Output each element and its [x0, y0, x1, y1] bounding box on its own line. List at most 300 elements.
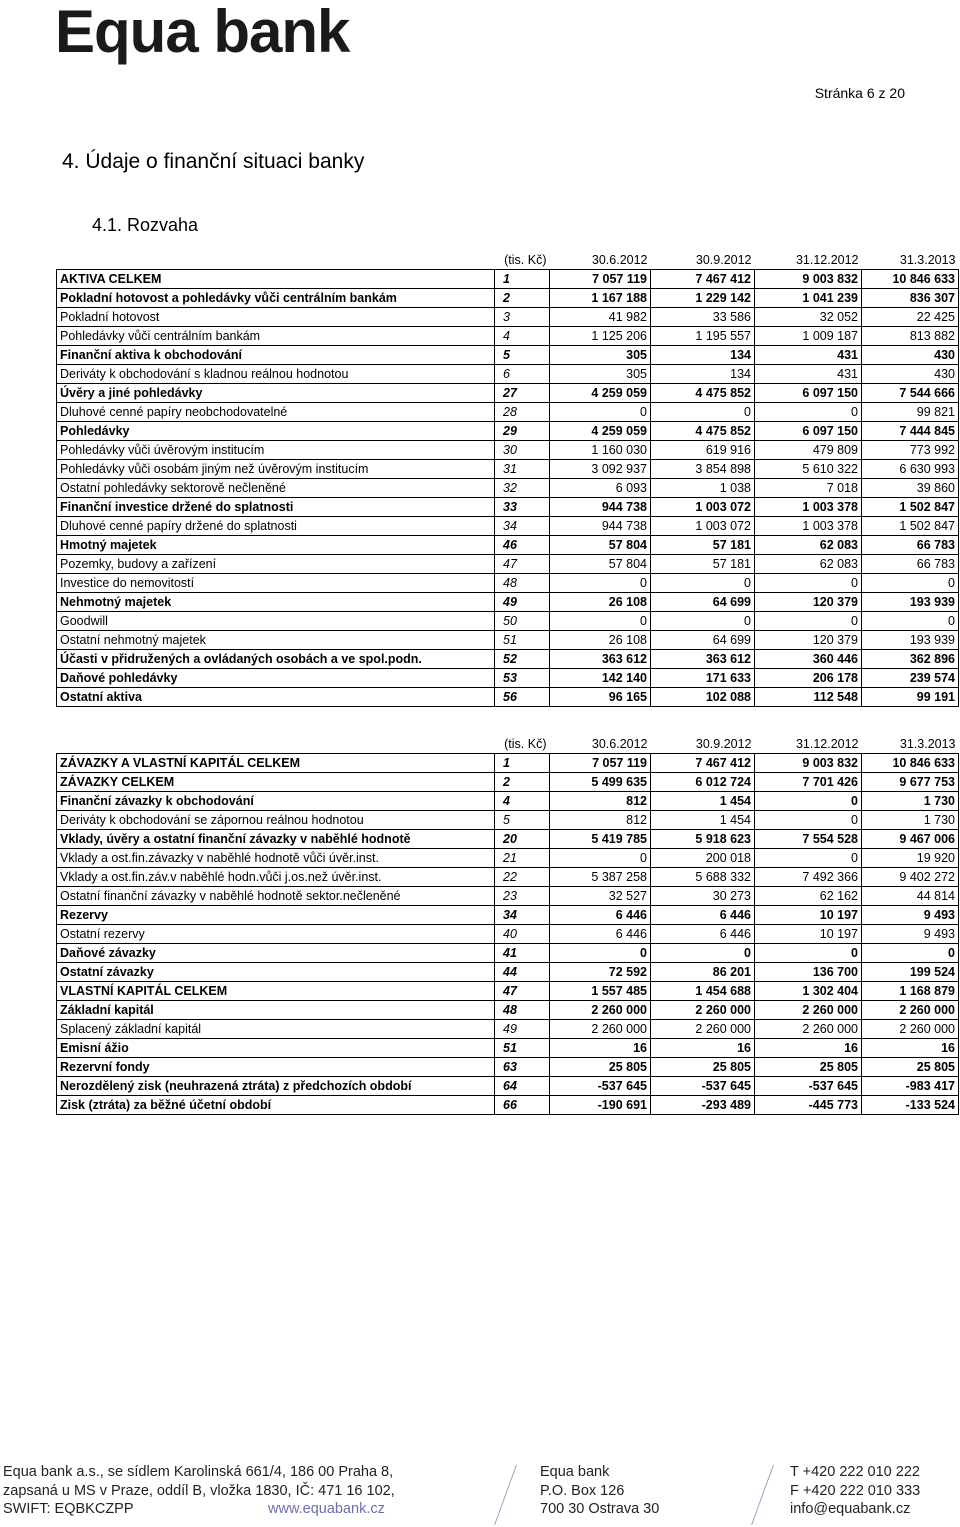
value-cell: 10 846 633 [862, 270, 959, 289]
table-row [57, 270, 959, 289]
value-cell: 6 630 993 [862, 460, 959, 479]
table-row [57, 289, 959, 308]
footer-line: 700 30 Ostrava 30 [540, 1501, 660, 1517]
value-cell: -537 645 [651, 1077, 755, 1096]
table-row [57, 887, 959, 906]
row-label: AKTIVA CELKEM [57, 270, 495, 289]
value-cell: 96 165 [550, 688, 651, 707]
row-label: Vklady a ost.fin.záv.v naběhlé hodn.vůči j.os.než úvěr.inst. [57, 868, 495, 887]
value-cell: 10 197 [755, 925, 862, 944]
value-cell: 836 307 [862, 289, 959, 308]
table-row [57, 1039, 959, 1058]
value-cell: 5 610 322 [755, 460, 862, 479]
row-label: ZÁVAZKY CELKEM [57, 773, 495, 792]
table-row [57, 536, 959, 555]
row-label: Nerozdělený zisk (neuhrazená ztráta) z předchozích období [57, 1077, 495, 1096]
value-cell: 6 097 150 [755, 422, 862, 441]
row-label: Zisk (ztráta) za běžné účetní období [57, 1096, 495, 1115]
assets-table [56, 251, 959, 707]
value-cell: 2 260 000 [651, 1001, 755, 1020]
row-code: 4 [495, 327, 550, 346]
value-cell: 99 191 [862, 688, 959, 707]
table-row [57, 830, 959, 849]
value-cell: 2 260 000 [755, 1001, 862, 1020]
unit-header: (tis. Kč) [504, 253, 547, 267]
value-cell: 0 [862, 574, 959, 593]
row-label: Emisní ážio [57, 1039, 495, 1058]
row-code: 64 [495, 1077, 550, 1096]
value-cell: 33 586 [651, 308, 755, 327]
value-cell: 9 003 832 [755, 754, 862, 773]
footer [0, 1463, 960, 1527]
row-code: 5 [495, 811, 550, 830]
value-cell: 0 [651, 403, 755, 422]
value-cell: -293 489 [651, 1096, 755, 1115]
svg-text:Equa bank: Equa bank [55, 0, 350, 65]
value-cell: 66 783 [862, 536, 959, 555]
value-cell: 200 018 [651, 849, 755, 868]
table-row [57, 1020, 959, 1039]
value-cell: -445 773 [755, 1096, 862, 1115]
table-row [57, 849, 959, 868]
value-cell: 62 083 [755, 536, 862, 555]
row-label: Hmotný majetek [57, 536, 495, 555]
period-header: 31.12.2012 [795, 737, 859, 751]
value-cell: 812 [550, 792, 651, 811]
value-cell: 7 492 366 [755, 868, 862, 887]
header-blank [57, 251, 495, 270]
row-code: 46 [495, 536, 550, 555]
value-cell: 479 809 [755, 441, 862, 460]
value-cell: 0 [862, 944, 959, 963]
table-row [57, 574, 959, 593]
row-label: Ostatní aktiva [57, 688, 495, 707]
value-cell: 1 167 188 [550, 289, 651, 308]
row-label: Vklady, úvěry a ostatní finanční závazky v naběhlé hodnotě [57, 830, 495, 849]
table-row [57, 754, 959, 773]
value-cell: 120 379 [755, 631, 862, 650]
period-header: 30.6.2012 [591, 737, 648, 751]
period-header: 30.6.2012 [591, 253, 648, 267]
table-row [57, 650, 959, 669]
value-cell: 944 738 [550, 517, 651, 536]
value-cell: 363 612 [550, 650, 651, 669]
table-row [57, 555, 959, 574]
value-cell: 10 197 [755, 906, 862, 925]
row-label: Dluhové cenné papíry držené do splatnosti [57, 517, 495, 536]
table-row [57, 944, 959, 963]
value-cell: 16 [862, 1039, 959, 1058]
value-cell: 16 [755, 1039, 862, 1058]
value-cell: 0 [755, 612, 862, 631]
value-cell: 6 093 [550, 479, 651, 498]
table-row [57, 669, 959, 688]
value-cell: 362 896 [862, 650, 959, 669]
table-row [57, 1058, 959, 1077]
value-cell: 360 446 [755, 650, 862, 669]
table-row [57, 631, 959, 650]
unit-header: (tis. Kč) [504, 737, 547, 751]
value-cell: 5 688 332 [651, 868, 755, 887]
value-cell: 773 992 [862, 441, 959, 460]
value-cell: 0 [550, 849, 651, 868]
row-label: Úvěry a jiné pohledávky [57, 384, 495, 403]
table-row [57, 327, 959, 346]
row-code: 51 [495, 631, 550, 650]
value-cell: 1 009 187 [755, 327, 862, 346]
value-cell: 7 444 845 [862, 422, 959, 441]
row-label: Ostatní nehmotný majetek [57, 631, 495, 650]
value-cell: 0 [755, 403, 862, 422]
row-label: Splacený základní kapitál [57, 1020, 495, 1039]
value-cell: 171 633 [651, 669, 755, 688]
value-cell: 4 475 852 [651, 422, 755, 441]
row-label: Pokladní hotovost a pohledávky vůči centrálním bankám [57, 289, 495, 308]
header-blank [57, 735, 495, 754]
value-cell: 1 454 [651, 792, 755, 811]
value-cell: 1 003 378 [755, 517, 862, 536]
value-cell: 9 493 [862, 906, 959, 925]
value-cell: 1 195 557 [651, 327, 755, 346]
footer-divider [751, 1465, 774, 1525]
value-cell: 206 178 [755, 669, 862, 688]
row-label: Rezervy [57, 906, 495, 925]
section-heading: 4. Údaje o finanční situaci banky [62, 150, 365, 173]
row-code: 31 [495, 460, 550, 479]
value-cell: 4 475 852 [651, 384, 755, 403]
row-label: ZÁVAZKY A VLASTNÍ KAPITÁL CELKEM [57, 754, 495, 773]
table-row [57, 308, 959, 327]
row-code: 32 [495, 479, 550, 498]
value-cell: 0 [755, 811, 862, 830]
value-cell: 0 [651, 574, 755, 593]
row-code: 53 [495, 669, 550, 688]
value-cell: 6 012 724 [651, 773, 755, 792]
table-row [57, 906, 959, 925]
value-cell: 1 557 485 [550, 982, 651, 1001]
value-cell: 1 041 239 [755, 289, 862, 308]
table-row [57, 773, 959, 792]
value-cell: 26 108 [550, 593, 651, 612]
value-cell: 0 [755, 849, 862, 868]
value-cell: 1 003 378 [755, 498, 862, 517]
value-cell: 944 738 [550, 498, 651, 517]
value-cell: 7 467 412 [651, 270, 755, 289]
row-code: 56 [495, 688, 550, 707]
liabilities-table [56, 735, 959, 1115]
footer-phone: T +420 222 010 222 [790, 1464, 920, 1480]
footer-contacts [790, 1463, 920, 1519]
value-cell: 812 [550, 811, 651, 830]
table-row [57, 384, 959, 403]
value-cell: 0 [550, 403, 651, 422]
table-row [57, 403, 959, 422]
footer-fax: F +420 222 010 333 [790, 1482, 921, 1499]
row-label: Daňové závazky [57, 944, 495, 963]
value-cell: 7 467 412 [651, 754, 755, 773]
row-code: 47 [495, 982, 550, 1001]
row-label: Vklady a ost.fin.závazky v naběhlé hodnotě vůči úvěr.inst. [57, 849, 495, 868]
value-cell: 22 425 [862, 308, 959, 327]
value-cell: 1 454 [651, 811, 755, 830]
row-label: VLASTNÍ KAPITÁL CELKEM [57, 982, 495, 1001]
value-cell: 25 805 [755, 1058, 862, 1077]
value-cell: 9 402 272 [862, 868, 959, 887]
value-cell: 6 446 [550, 925, 651, 944]
value-cell: 5 387 258 [550, 868, 651, 887]
period-header: 31.12.2012 [795, 253, 859, 267]
value-cell: 0 [862, 612, 959, 631]
value-cell: 57 804 [550, 555, 651, 574]
table-row [57, 1096, 959, 1115]
value-cell: 9 677 753 [862, 773, 959, 792]
row-code: 48 [495, 1001, 550, 1020]
value-cell: 0 [550, 944, 651, 963]
row-code: 29 [495, 422, 550, 441]
value-cell: 6 446 [651, 906, 755, 925]
row-label: Finanční aktiva k obchodování [57, 346, 495, 365]
row-label: Pohledávky vůči centrálním bankám [57, 327, 495, 346]
value-cell: 1 454 688 [651, 982, 755, 1001]
value-cell: 1 502 847 [862, 498, 959, 517]
value-cell: 3 854 898 [651, 460, 755, 479]
table-row [57, 1001, 959, 1020]
row-code: 51 [495, 1039, 550, 1058]
page-number: Stránka 6 z 20 [814, 85, 905, 101]
value-cell: 10 846 633 [862, 754, 959, 773]
value-cell: 66 783 [862, 555, 959, 574]
footer-divider [494, 1465, 517, 1525]
value-cell: 32 052 [755, 308, 862, 327]
footer-line: zapsaná u MS v Praze, oddíl B, vložka 1830, IČ: 471 16 102, [3, 1482, 395, 1499]
table-row [57, 479, 959, 498]
value-cell: 1 038 [651, 479, 755, 498]
row-code: 40 [495, 925, 550, 944]
table-header-row [57, 251, 959, 270]
row-code: 20 [495, 830, 550, 849]
row-label: Daňové pohledávky [57, 669, 495, 688]
value-cell: 25 805 [862, 1058, 959, 1077]
value-cell: 2 260 000 [862, 1001, 959, 1020]
table-row [57, 460, 959, 479]
value-cell: 3 092 937 [550, 460, 651, 479]
row-label: Dluhové cenné papíry neobchodovatelné [57, 403, 495, 422]
value-cell: 62 162 [755, 887, 862, 906]
footer-company-info [3, 1463, 395, 1519]
value-cell: 6 097 150 [755, 384, 862, 403]
row-code: 44 [495, 963, 550, 982]
value-cell: 430 [862, 365, 959, 384]
value-cell: 7 701 426 [755, 773, 862, 792]
value-cell: 9 467 006 [862, 830, 959, 849]
value-cell: 305 [550, 365, 651, 384]
value-cell: 199 524 [862, 963, 959, 982]
footer-line: Equa bank a.s., se sídlem Karolinská 661/4, 186 00 Praha 8, [3, 1464, 394, 1480]
row-label: Deriváty k obchodování s kladnou reálnou hodnotou [57, 365, 495, 384]
row-code: 48 [495, 574, 550, 593]
table-row [57, 441, 959, 460]
row-code: 66 [495, 1096, 550, 1115]
table-row [57, 422, 959, 441]
value-cell: 5 918 623 [651, 830, 755, 849]
value-cell: 7 057 119 [550, 270, 651, 289]
value-cell: -537 645 [550, 1077, 651, 1096]
row-code: 23 [495, 887, 550, 906]
value-cell: 134 [651, 346, 755, 365]
row-code: 28 [495, 403, 550, 422]
row-code: 30 [495, 441, 550, 460]
period-header: 30.9.2012 [695, 253, 752, 267]
row-code: 33 [495, 498, 550, 517]
row-label: Pohledávky vůči osobám jiným než úvěrovým institucím [57, 460, 495, 479]
value-cell: 102 088 [651, 688, 755, 707]
value-cell: 32 527 [550, 887, 651, 906]
row-code: 22 [495, 868, 550, 887]
row-label: Ostatní závazky [57, 963, 495, 982]
row-label: Ostatní finanční závazky v naběhlé hodnotě sektor.nečleněné [57, 887, 495, 906]
value-cell: 0 [651, 612, 755, 631]
row-label: Pohledávky [57, 422, 495, 441]
value-cell: 1 229 142 [651, 289, 755, 308]
value-cell: 64 699 [651, 631, 755, 650]
row-code: 52 [495, 650, 550, 669]
row-code: 41 [495, 944, 550, 963]
table-row [57, 811, 959, 830]
value-cell: 1 160 030 [550, 441, 651, 460]
value-cell: 5 499 635 [550, 773, 651, 792]
value-cell: 41 982 [550, 308, 651, 327]
value-cell: 9 493 [862, 925, 959, 944]
table-row [57, 498, 959, 517]
value-cell: 16 [651, 1039, 755, 1058]
value-cell: 64 699 [651, 593, 755, 612]
value-cell: 430 [862, 346, 959, 365]
value-cell: 1 730 [862, 811, 959, 830]
value-cell: 431 [755, 365, 862, 384]
value-cell: 0 [651, 944, 755, 963]
table-row [57, 612, 959, 631]
subsection-heading: 4.1. Rozvaha [92, 215, 199, 235]
table-row [57, 346, 959, 365]
value-cell: -133 524 [862, 1096, 959, 1115]
row-code: 3 [495, 308, 550, 327]
value-cell: 86 201 [651, 963, 755, 982]
footer-website-link[interactable]: www.equabank.cz [268, 1501, 385, 1517]
equa-bank-logo [55, 0, 355, 66]
row-label: Goodwill [57, 612, 495, 631]
table-row [57, 593, 959, 612]
value-cell: 16 [550, 1039, 651, 1058]
table-row [57, 982, 959, 1001]
table-row [57, 963, 959, 982]
row-code: 50 [495, 612, 550, 631]
value-cell: 99 821 [862, 403, 959, 422]
value-cell: 7 018 [755, 479, 862, 498]
value-cell: 0 [755, 944, 862, 963]
value-cell: 7 057 119 [550, 754, 651, 773]
value-cell: 1 125 206 [550, 327, 651, 346]
value-cell: 30 273 [651, 887, 755, 906]
table-row [57, 688, 959, 707]
value-cell: -190 691 [550, 1096, 651, 1115]
value-cell: 2 260 000 [755, 1020, 862, 1039]
row-code: 63 [495, 1058, 550, 1077]
row-label: Pohledávky vůči úvěrovým institucím [57, 441, 495, 460]
row-code: 6 [495, 365, 550, 384]
row-label: Pokladní hotovost [57, 308, 495, 327]
row-label: Ostatní rezervy [57, 925, 495, 944]
table-row [57, 1077, 959, 1096]
footer-email[interactable]: info@equabank.cz [790, 1501, 911, 1517]
value-cell: 193 939 [862, 593, 959, 612]
value-cell: 7 544 666 [862, 384, 959, 403]
value-cell: 1 003 072 [651, 498, 755, 517]
table-row [57, 925, 959, 944]
value-cell: 2 260 000 [550, 1001, 651, 1020]
row-label: Pozemky, budovy a zařízení [57, 555, 495, 574]
value-cell: 1 730 [862, 792, 959, 811]
value-cell: 239 574 [862, 669, 959, 688]
row-label: Finanční závazky k obchodování [57, 792, 495, 811]
value-cell: 134 [651, 365, 755, 384]
value-cell: 57 181 [651, 536, 755, 555]
value-cell: 9 003 832 [755, 270, 862, 289]
row-code: 4 [495, 792, 550, 811]
row-code: 34 [495, 517, 550, 536]
value-cell: 19 920 [862, 849, 959, 868]
value-cell: 305 [550, 346, 651, 365]
table-row [57, 517, 959, 536]
row-label: Finanční investice držené do splatnosti [57, 498, 495, 517]
period-header: 31.3.2013 [899, 253, 956, 267]
table-row [57, 792, 959, 811]
footer-line: P.O. Box 126 [540, 1482, 625, 1499]
value-cell: 142 140 [550, 669, 651, 688]
value-cell: 25 805 [550, 1058, 651, 1077]
value-cell: 0 [755, 792, 862, 811]
table-row [57, 868, 959, 887]
table-row [57, 365, 959, 384]
period-header: 31.3.2013 [899, 737, 956, 751]
value-cell: 1 502 847 [862, 517, 959, 536]
value-cell: 363 612 [651, 650, 755, 669]
row-label: Nehmotný majetek [57, 593, 495, 612]
row-code: 2 [495, 773, 550, 792]
value-cell: 0 [755, 574, 862, 593]
footer-postal-address [540, 1463, 659, 1519]
value-cell: 193 939 [862, 631, 959, 650]
row-label: Účasti v přidružených a ovládaných osobách a ve spol.podn. [57, 650, 495, 669]
value-cell: 136 700 [755, 963, 862, 982]
value-cell: 1 302 404 [755, 982, 862, 1001]
row-code: 49 [495, 1020, 550, 1039]
value-cell: 619 916 [651, 441, 755, 460]
value-cell: 6 446 [651, 925, 755, 944]
row-label: Deriváty k obchodování se zápornou reálnou hodnotou [57, 811, 495, 830]
value-cell: 813 882 [862, 327, 959, 346]
table-header-row [57, 735, 959, 754]
period-header: 30.9.2012 [695, 737, 752, 751]
value-cell: -537 645 [755, 1077, 862, 1096]
value-cell: 2 260 000 [862, 1020, 959, 1039]
value-cell: 2 260 000 [550, 1020, 651, 1039]
value-cell: 25 805 [651, 1058, 755, 1077]
value-cell: 431 [755, 346, 862, 365]
value-cell: 112 548 [755, 688, 862, 707]
value-cell: 57 804 [550, 536, 651, 555]
value-cell: 62 083 [755, 555, 862, 574]
value-cell: 1 003 072 [651, 517, 755, 536]
